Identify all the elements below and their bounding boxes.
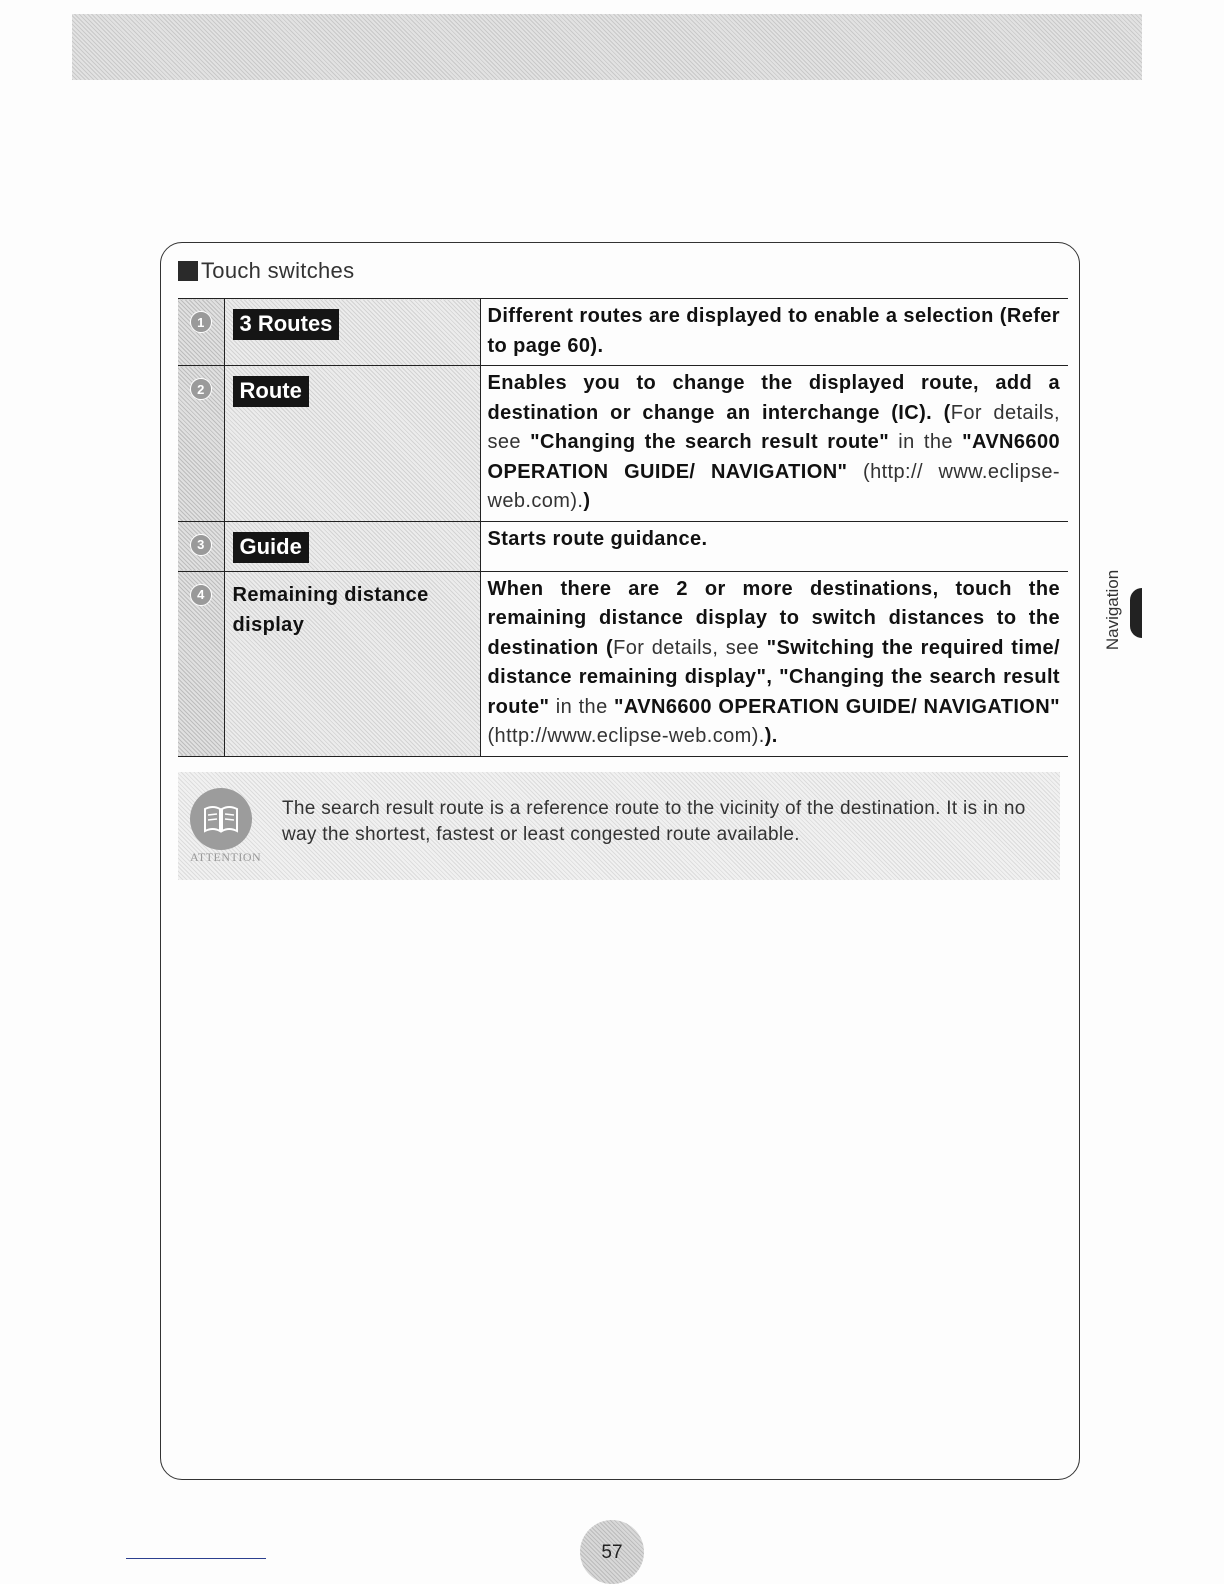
description-text: "AVN6600 OPERATION GUIDE/ NAVIGATION" bbox=[614, 695, 1060, 718]
row-number-cell bbox=[178, 571, 224, 756]
page-number: 57 bbox=[601, 1542, 623, 1563]
description-text: in the bbox=[889, 431, 963, 453]
touch-switches-table bbox=[178, 298, 1068, 757]
description-text: Starts route guidance. bbox=[487, 527, 708, 550]
key-cell bbox=[224, 299, 480, 366]
key-cell bbox=[224, 366, 480, 522]
description-text: ). bbox=[764, 725, 778, 747]
side-tab-marker bbox=[1130, 588, 1142, 638]
circled-number: 2 bbox=[190, 378, 212, 400]
description-text: For details, see bbox=[613, 636, 767, 659]
table-row bbox=[178, 521, 1068, 571]
table-row bbox=[178, 571, 1068, 756]
attention-text: The search result route is a reference route to the vicinity of the destination. It is in no way the shortest, fastest or least congested route available. bbox=[282, 798, 1026, 845]
route-button[interactable]: Route bbox=[233, 376, 309, 407]
description-text: When there are 2 or more destinations, touch the remaining distance display to switch distances to the destination ( bbox=[487, 577, 1060, 659]
footer-rule bbox=[126, 1558, 266, 1559]
description-text: "Switching the required time/ distance remaining display", "Changing the search result route" bbox=[487, 636, 1060, 718]
circled-number: 3 bbox=[190, 534, 212, 556]
attention-box bbox=[178, 772, 1060, 880]
description-text: "Changing the search result route" bbox=[530, 431, 890, 453]
description-text: (http:// www.eclipse-web.com). bbox=[487, 460, 1060, 512]
guide-button[interactable]: Guide bbox=[233, 532, 309, 563]
three-routes-button[interactable]: 3 Routes bbox=[233, 309, 340, 340]
description-cell bbox=[480, 571, 1068, 756]
section-heading bbox=[178, 258, 354, 284]
header-band bbox=[72, 14, 1142, 80]
heading-bullet bbox=[178, 261, 198, 281]
page-number-badge bbox=[580, 1520, 644, 1584]
side-tab-label: Navigation bbox=[1103, 569, 1123, 651]
description-text: ) bbox=[583, 490, 591, 512]
description-text: (http://www.eclipse-web.com). bbox=[487, 725, 765, 747]
section-heading-text: Touch switches bbox=[201, 258, 355, 283]
remaining-distance-display-label[interactable]: Remaining distance display bbox=[232, 583, 429, 636]
key-cell bbox=[224, 571, 480, 756]
description-cell bbox=[480, 299, 1068, 366]
circled-number: 1 bbox=[190, 311, 212, 333]
description-text: Enables you to change the displayed route, add a destination or change an interchange (IC). ( bbox=[487, 372, 1060, 424]
table-row bbox=[178, 366, 1068, 522]
row-number-cell bbox=[178, 299, 224, 366]
side-tab bbox=[1100, 560, 1126, 660]
book-icon bbox=[190, 788, 252, 850]
circled-number: 4 bbox=[190, 584, 212, 606]
row-number-cell bbox=[178, 521, 224, 571]
row-number-cell bbox=[178, 366, 224, 522]
table-row bbox=[178, 299, 1068, 366]
description-text: "AVN6600 OPERATION GUIDE/ NAVIGATION" bbox=[487, 431, 1060, 483]
description-text: For details, see bbox=[487, 401, 1060, 453]
attention-label: ATTENTION bbox=[190, 850, 262, 864]
description-text: Different routes are displayed to enable a selection (Refer to page 60). bbox=[487, 305, 1060, 357]
description-text: in the bbox=[549, 695, 615, 718]
description-cell bbox=[480, 521, 1068, 571]
key-cell bbox=[224, 521, 480, 571]
description-cell bbox=[480, 366, 1068, 522]
